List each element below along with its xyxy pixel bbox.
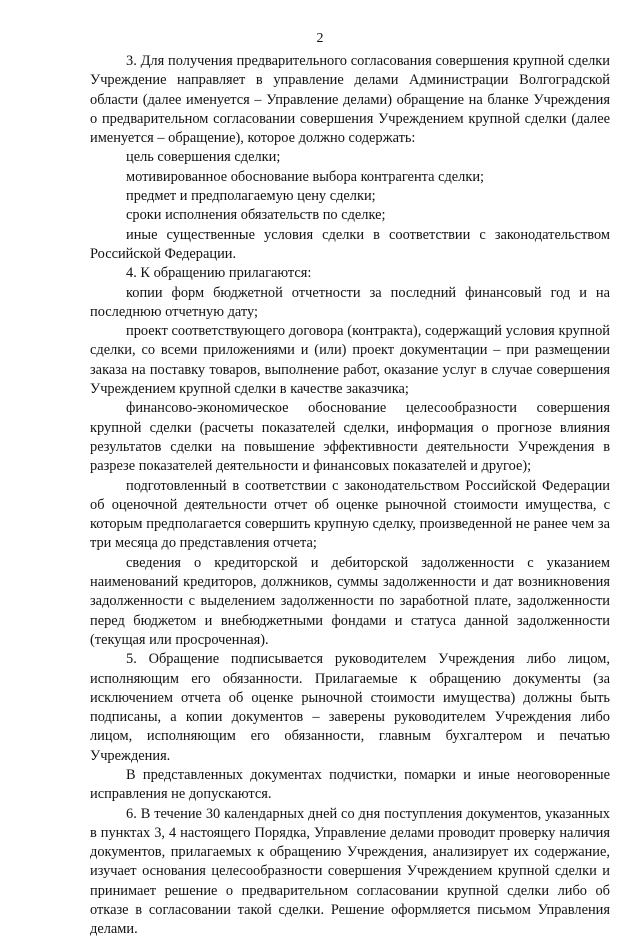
paragraph-3: 3. Для получения предварительного согласования совершения крупной сделки Учреждение направляет в управление делами Администрации Волгоградской области (далее именуется – Управление делами) обращение на бланке Учреждения о предварительном согласовании совершения Учреждением крупной сделки (далее именуется – обращение), которое должно содержать: <box>90 53 610 147</box>
list-item: мотивированное обоснование выбора контрагента сделки; <box>126 168 485 185</box>
list-item: финансово-экономическое обоснование целесообразности совершения крупной сделки (расчеты показателей сделки, информация о прогнозе влияния результатов сделки на повышение эффективности деятельности Учреждения в разрезе показателей деятельности и финансовых показателей и другое); <box>90 400 610 475</box>
list-item: проект соответствующего договора (контракта), содержащий условия крупной сделки, со всеми приложениями и (или) проект документации – при размещении заказа на поставку товаров, выполнение работ, оказание услуг в случае совершения Учреждением крупной сделки в качестве заказчика; <box>90 323 610 398</box>
list-item: копии форм бюджетной отчетности за последний финансовый год и на последнюю отчетную дату; <box>90 284 610 320</box>
paragraph-4: 4. К обращению прилагаются: <box>126 265 312 282</box>
document-body <box>90 52 610 940</box>
list-item: подготовленный в соответствии с законодательством Российской Федерации об оценочной деятельности отчет об оценке рыночной стоимости имущества, с которым предполагается совершить крупную сделку, произведенной не ранее чем за три месяца до представления отчета; <box>90 477 610 552</box>
list-item: сведения о кредиторской и дебиторской задолженности с указанием наименований кредиторов, должников, суммы задолженности и дат возникновения задолженности с выделением задолженности по заработной плате, задолженности перед бюджетом и внебюджетными фондами и статуса данной задолженности (текущая или просроченная). <box>90 554 610 648</box>
paragraph: В представленных документах подчистки, помарки и иные неоговоренные исправления не допускаются. <box>90 766 610 803</box>
paragraph-6: 6. В течение 30 календарных дней со дня поступления документов, указанных в пунктах 3, 4 настоящего Порядка, Управление делами проводит проверку наличия документов, прилагаемых к обращению Учреждения, анализирует их содержание, изучает основания целесообразности совершения Учреждением крупной сделки и принимает решение о предварительном согласовании крупной сделки либо об отказе в согласовании такой сделки. Решение оформляется письмом Управления делами. <box>90 805 610 938</box>
paragraph-5: 5. Обращение подписывается руководителем Учреждения либо лицом, исполняющим его обязанности. Прилагаемые к обращению документы (за исключением отчета об оценке рыночной стоимости имущества) должны быть подписаны, а копии документов – заверены руководителем Учреждения либо лицом, исполняющим его обязанности, главным бухгалтером и печатью Учреждения. <box>90 651 610 764</box>
list-item: сроки исполнения обязательств по сделке; <box>126 207 386 224</box>
page-number: 2 <box>316 31 324 46</box>
list-item: иные существенные условия сделки в соответствии с законодательством Российской Федерации. <box>90 226 610 262</box>
list-item: предмет и предполагаемую цену сделки; <box>126 188 376 205</box>
list-item: цель совершения сделки; <box>126 149 281 166</box>
